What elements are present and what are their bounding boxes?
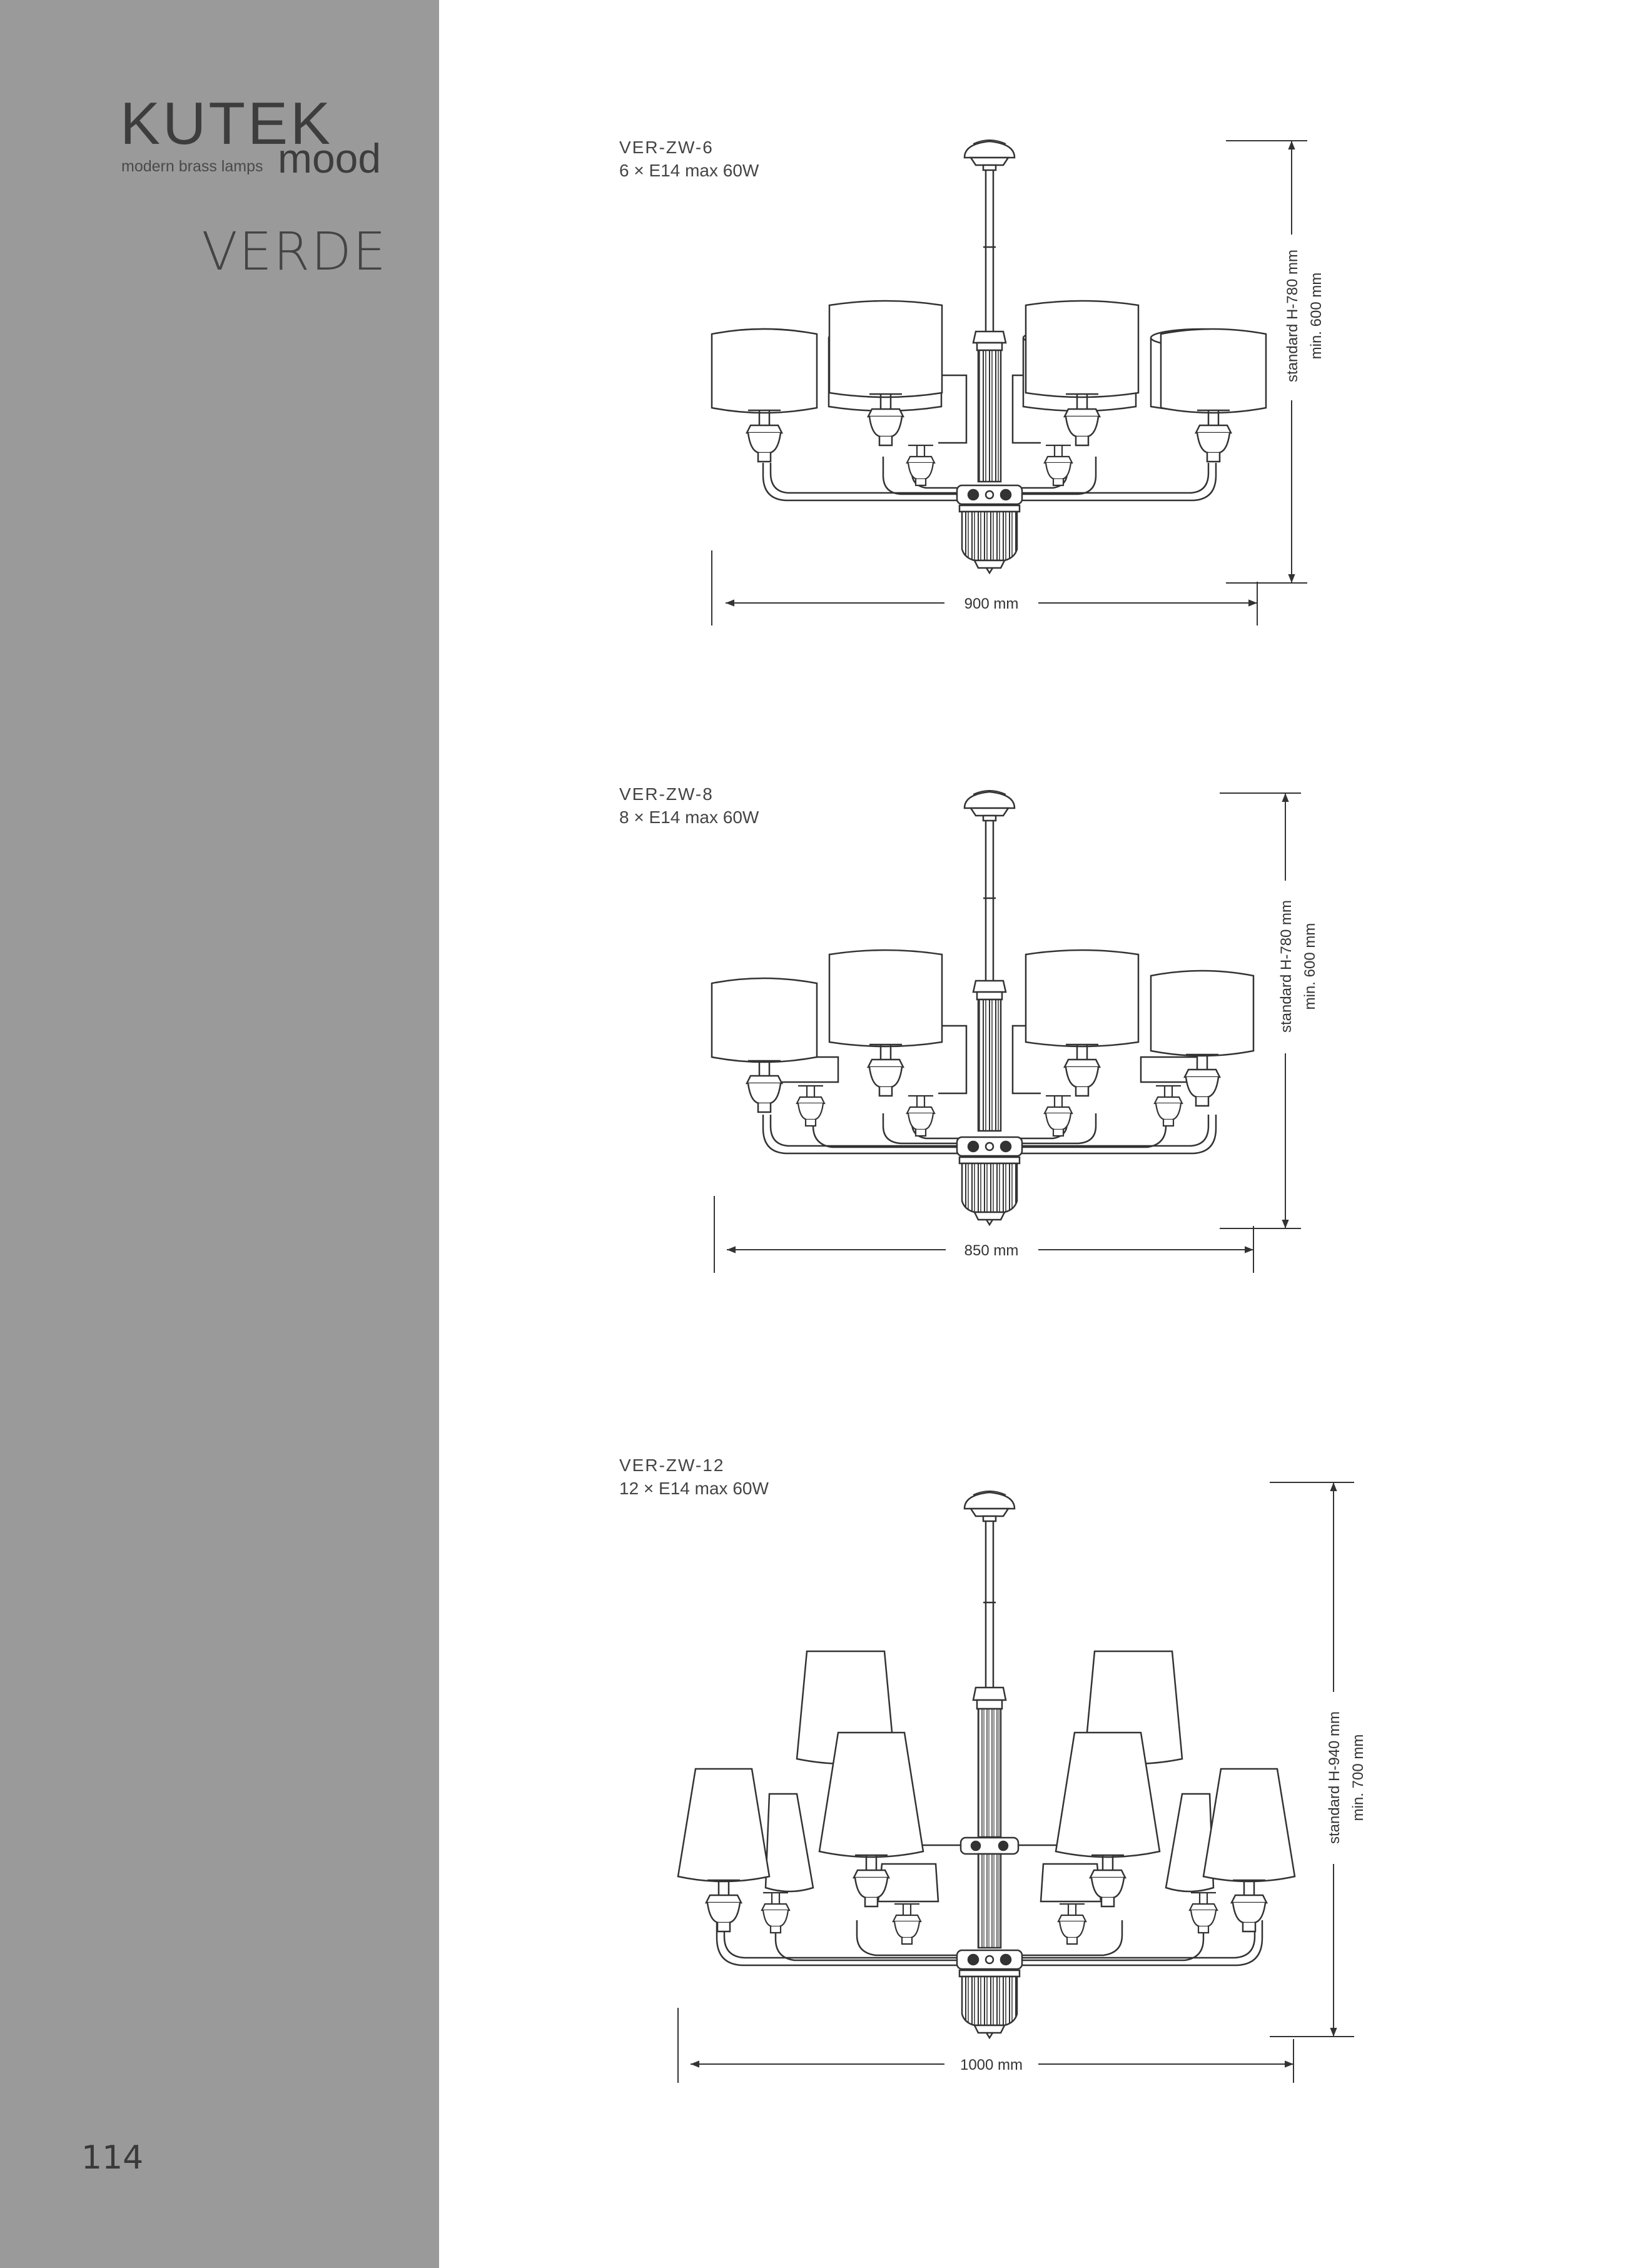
drawing-ver-zw-12 xyxy=(678,1482,1354,2083)
drawing-ver-zw-6 xyxy=(712,140,1307,625)
drawing-ver-zw-8 xyxy=(712,791,1301,1273)
product-spec: 12 × E14 max 60W xyxy=(619,1478,769,1498)
product-code: VER-ZW-12 xyxy=(619,1455,725,1475)
height-label: standard H-780 mm xyxy=(1284,249,1301,383)
width-label: 850 mm xyxy=(964,1242,1019,1259)
product-spec: 8 × E14 max 60W xyxy=(619,807,759,827)
product-code: VER-ZW-8 xyxy=(619,784,714,804)
product-spec: 6 × E14 max 60W xyxy=(619,160,759,180)
brand-tagline: modern brass lamps xyxy=(121,158,263,175)
height-label: standard H-780 mm xyxy=(1278,899,1295,1033)
height-label: standard H-940 mm xyxy=(1326,1711,1343,1845)
product-code: VER-ZW-6 xyxy=(619,138,714,157)
width-label: 900 mm xyxy=(964,595,1019,612)
page-number: 114 xyxy=(81,2139,144,2177)
min-height-label: min. 600 mm xyxy=(1302,923,1319,1010)
min-height-label: min. 600 mm xyxy=(1308,272,1325,360)
brand-sub: mood xyxy=(278,135,382,181)
series-title: VERDE xyxy=(201,221,387,282)
width-label: 1000 mm xyxy=(959,2057,1023,2073)
brand-name: KUTEK xyxy=(120,90,333,157)
min-height-label: min. 700 mm xyxy=(1350,1734,1367,1821)
